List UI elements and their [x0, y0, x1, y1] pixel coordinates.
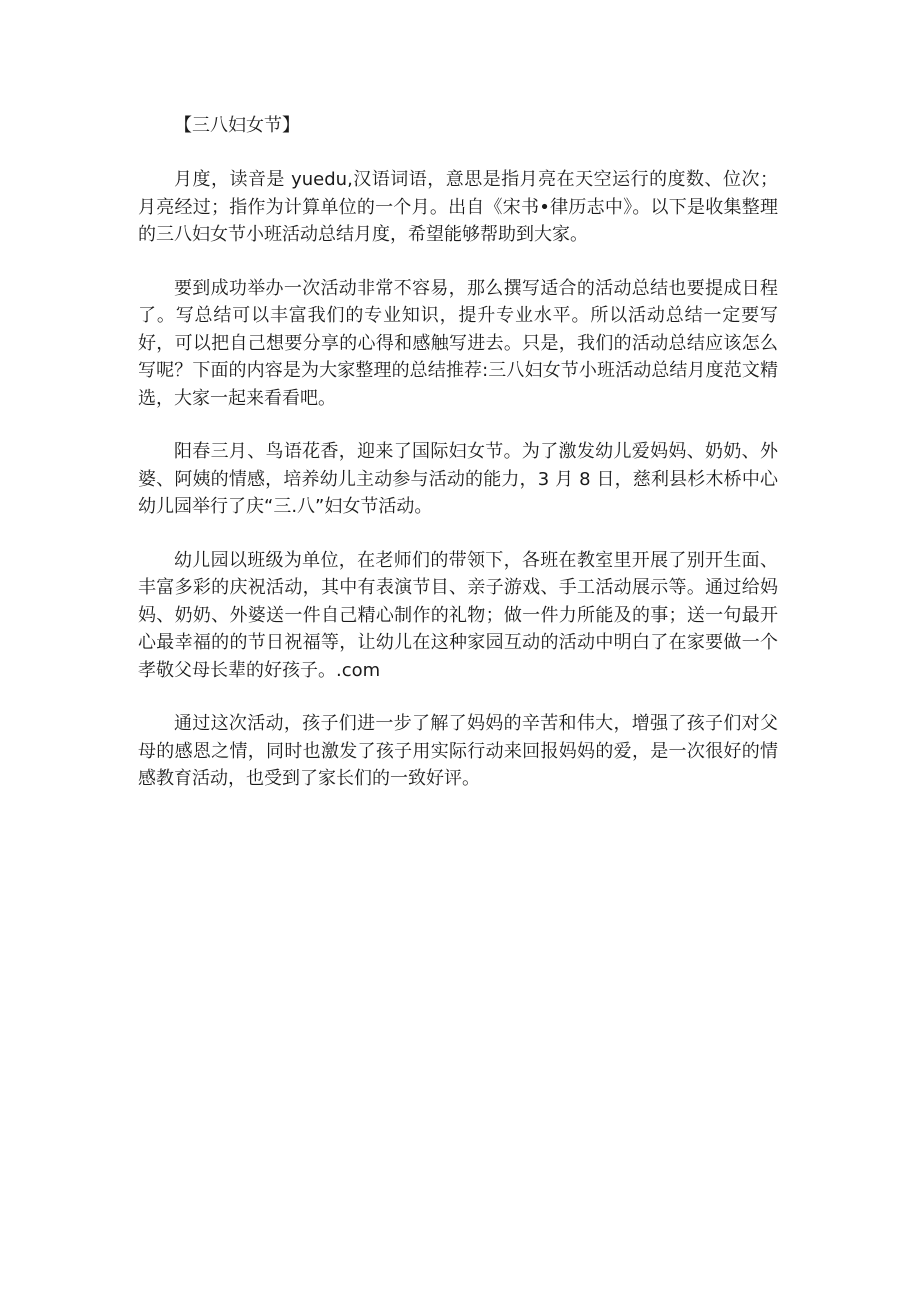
paragraph-activities: 幼儿园以班级为单位，在老师们的带领下，各班在教室里开展了别开生面、丰富多彩的庆祝活动，其中有表演节目、亲子游戏、手工活动展示等。通过给妈妈、奶奶、外婆送一件自己精心制作的礼物；做一件力所能及的事；送一句最开心最幸福的的节日祝福等，让幼儿在这种家园互动的活动中明白了在家要做一个孝敬父母长辈的好孩子。.com [138, 549, 778, 681]
paragraph-intro: 月度，读音是 yuedu,汉语词语，意思是指月亮在天空运行的度数、位次；月亮经过；指作为计算单位的一个月。出自《宋书•律历志中》。以下是收集整理的三八妇女节小班活动总结月度，希望能够帮助到大家。 [138, 169, 778, 245]
paragraph-summary-writing: 要到成功举办一次活动非常不容易，那么撰写适合的活动总结也要提成日程了。写总结可以丰富我们的专业知识，提升专业水平。所以活动总结一定要写好，可以把自己想要分享的心得和感触写进去。只是，我们的活动总结应该怎么写呢？下面的内容是为大家整理的总结推荐:三八妇女节小班活动总结月度范文精选，大家一起来看看吧。 [138, 277, 778, 409]
paragraph-conclusion: 通过这次活动，孩子们进一步了解了妈妈的辛苦和伟大，增强了孩子们对父母的感恩之情，同时也激发了孩子用实际行动来回报妈妈的爱，是一次很好的情感教育活动，也受到了家长们的一致好评。 [138, 713, 778, 789]
document-body [138, 112, 778, 819]
paragraph-event: 阳春三月、鸟语花香，迎来了国际妇女节。为了激发幼儿爱妈妈、奶奶、外婆、阿姨的情感，培养幼儿主动参与活动的能力，3 月 8 日，慈利县杉木桥中心幼儿园举行了庆“三.八”妇女节活动。 [138, 441, 778, 517]
document-title: 【三八妇女节】 [174, 115, 300, 136]
